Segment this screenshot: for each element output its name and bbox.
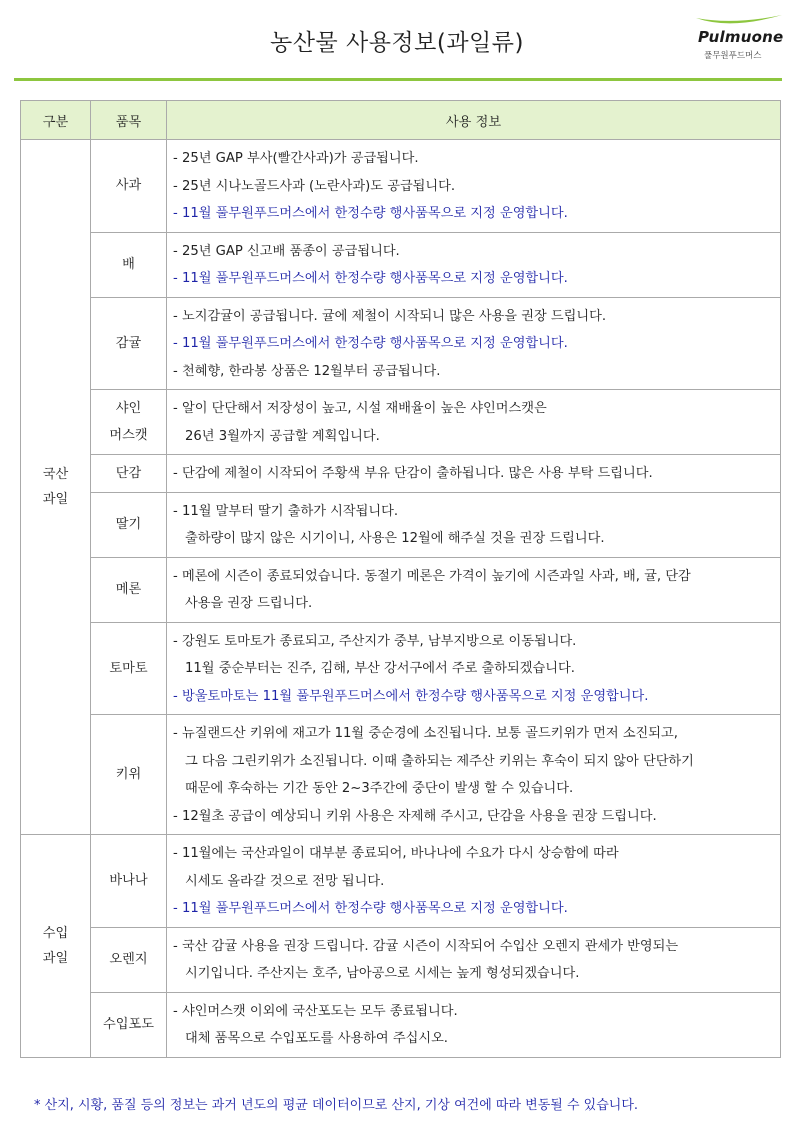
info-cell [167,140,781,233]
info-line: 출하량이 많지 않은 시기이니, 사용은 12월에 해주실 것을 권장 드립니다. [185,531,605,546]
info-line: - 25년 시나노골드사과 (노란사과)도 공급됩니다. [173,178,456,194]
info-line: - 12월초 공급이 예상되니 키위 사용은 자제해 주시고, 단감을 사용을 권장 드립니다. [173,808,657,824]
info-cell [167,390,781,455]
table-row [21,232,781,297]
table-row [21,140,781,233]
info-cell [167,297,781,390]
table-row [21,390,781,455]
info-line: 사용을 권장 드립니다. [185,596,313,611]
info-cell [167,492,781,557]
info-line: - 천혜향, 한라봉 상품은 12월부터 공급됩니다. [173,363,441,379]
item-name-cell: 토마토 [91,622,167,715]
table-row [21,715,781,835]
info-line: - 강원도 토마토가 종료되고, 주산지가 중부, 남부지방으로 이동됩니다. [173,633,577,649]
info-cell [167,927,781,992]
info-line-highlight: - 11월 풀무원푸드머스에서 한정수량 행사품목으로 지정 운영합니다. [173,336,568,351]
info-cell [167,622,781,715]
info-cell [167,835,781,928]
info-cell [167,557,781,622]
table-body [21,140,781,1058]
column-header-category: 구분 [21,101,91,140]
info-line: - 샤인머스캣 이외에 국산포도는 모두 종료됩니다. [173,1003,458,1019]
category-cell-domestic-fruit: 국산 과일 [21,140,91,835]
usage-info-table [20,100,781,1058]
item-name-cell: 감귤 [91,297,167,390]
info-line: 시기입니다. 주산지는 호주, 남아공으로 시세는 높게 형성되겠습니다. [185,966,580,981]
page-title: 농산물 사용정보(과일류) [270,30,524,56]
pulmuone-logo [690,12,786,64]
info-line: - 노지감귤이 공급됩니다. 귤에 제철이 시작되니 많은 사용을 권장 드립니다. [173,308,607,324]
info-line-highlight: - 11월 풀무원푸드머스에서 한정수량 행사품목으로 지정 운영합니다. [173,271,568,286]
info-line-highlight: - 11월 풀무원푸드머스에서 한정수량 행사품목으로 지정 운영합니다. [173,206,568,221]
info-line: 시세도 올라갈 것으로 전망 됩니다. [185,873,385,889]
column-header-item: 품목 [91,101,167,140]
item-name-cell: 단감 [91,455,167,493]
info-line: - 메론에 시즌이 종료되었습니다. 동절기 메론은 가격이 높기에 시즌과일 사과, 배, 귤, 단감 [173,568,691,584]
item-name-cell: 딸기 [91,492,167,557]
logo-wordmark: Pulmuone [698,28,784,46]
table-row [21,557,781,622]
info-line: - 국산 감귤 사용을 권장 드립니다. 감귤 시즌이 시작되어 수입산 오렌지 관세가 반영되는 [173,938,679,954]
info-line: 대체 품목으로 수입포도를 사용하여 주십시오. [185,1031,449,1046]
info-line: 그 다음 그린키위가 소진됩니다. 이때 출하되는 제주산 키위는 후숙이 되지 않아 단단하기 [185,753,694,769]
item-name-cell: 키위 [91,715,167,835]
category-cell-imported-fruit: 수입 과일 [21,835,91,1058]
table-row [21,622,781,715]
info-line: - 단감에 제철이 시작되어 주황색 부유 단감이 출하됩니다. 많은 사용 부탁 드립니다. [173,466,653,481]
item-name-cell: 배 [91,232,167,297]
table-row [21,927,781,992]
info-line: 26년 3월까지 공급할 계획입니다. [185,428,380,444]
info-line: - 알이 단단해서 저장성이 높고, 시설 재배율이 높은 샤인머스캣은 [173,401,547,416]
item-name-cell: 바나나 [91,835,167,928]
info-line: 때문에 후숙하는 기간 동안 2~3주간에 중단이 발생 할 수 있습니다. [185,781,574,796]
item-name-cell: 사과 [91,140,167,233]
info-line: - 뉴질랜드산 키위에 재고가 11월 중순경에 소진됩니다. 보통 골드키위가 먼저 소진되고, [173,726,678,741]
column-header-info: 사용 정보 [167,101,781,140]
info-line: 11월 중순부터는 진주, 김해, 부산 강서구에서 주로 출하되겠습니다. [185,661,575,676]
footnote: * 산지, 시황, 품질 등의 정보는 과거 년도의 평균 데이터이므로 산지, 기상 여건에 따라 변동될 수 있습니다. [34,1098,639,1113]
info-line: - 11월 말부터 딸기 출하가 시작됩니다. [173,503,399,519]
info-line: - 11월에는 국산과일이 대부분 종료되어, 바나나에 수요가 다시 상승함에 따라 [173,846,619,861]
table-row [21,835,781,928]
item-name-cell: 오렌지 [91,927,167,992]
item-name-cell: 메론 [91,557,167,622]
info-cell [167,232,781,297]
logo-subtext: 풀무원푸드머스 [704,51,762,61]
info-cell [167,992,781,1057]
info-line-highlight: - 방울토마토는 11월 풀무원푸드머스에서 한정수량 행사품목으로 지정 운영합니다. [173,688,649,704]
item-name-cell: 샤인 머스캣 [91,390,167,455]
info-line: - 25년 GAP 부사(빨간사과)가 공급됩니다. [173,151,419,166]
table-row [21,297,781,390]
item-name-cell: 수입포도 [91,992,167,1057]
info-cell [167,455,781,493]
info-line-highlight: - 11월 풀무원푸드머스에서 한정수량 행사품목으로 지정 운영합니다. [173,901,568,916]
table-row [21,455,781,493]
table-header [21,101,781,140]
header-divider [14,78,782,81]
info-line: - 25년 GAP 신고배 품종이 공급됩니다. [173,243,400,259]
table-row [21,492,781,557]
table-row [21,992,781,1057]
info-cell [167,715,781,835]
